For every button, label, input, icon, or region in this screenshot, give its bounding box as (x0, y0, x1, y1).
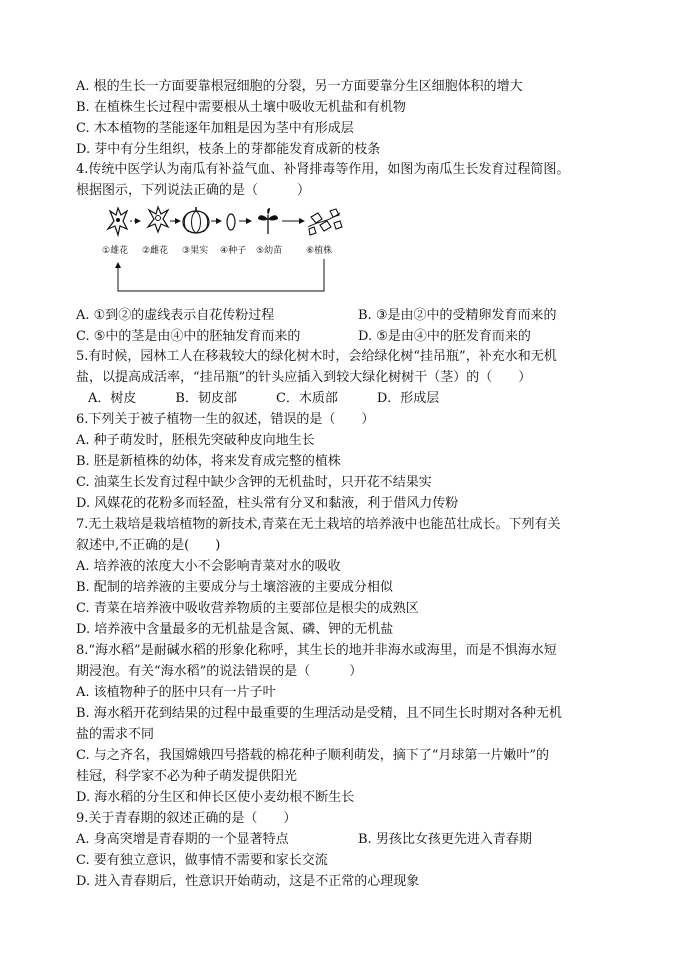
q8-stem-line2: 期浸泡。有关“海水稻”的说法错误的是（ ） (76, 664, 363, 679)
seedling-icon (258, 208, 278, 234)
q8-option-d: D. 海水稻的分生区和伸长区使小麦幼根不断生长 (76, 790, 355, 805)
label-seedling: ⑤幼苗 (256, 246, 283, 256)
q7-option-a: A. 培养液的浓度大小不会影响青菜对水的吸收 (76, 559, 341, 574)
q7-option-b: B. 配制的培养液的主要成分与土壤溶液的主要成分相似 (76, 580, 393, 595)
female-flower-icon (148, 207, 168, 232)
q9-stem: 9.关于青春期的叙述正确的是（ ） (76, 811, 297, 826)
label-fruit: ③果实 (182, 246, 209, 256)
q9-option-b: B. 男孩比女孩更先进入青春期 (358, 832, 532, 847)
mature-plant-icon (308, 209, 342, 235)
q7-option-c: C. 青菜在培养液中吸收营养物质的主要部位是根尖的成熟区 (76, 601, 419, 616)
q3-option-a: A. 根的生长一方面要靠根冠细胞的分裂，另一方面要靠分生区细胞体积的增大 (76, 79, 523, 94)
q7-stem-line2: 叙述中,不正确的是( ) (76, 538, 221, 553)
q3-option-c: C. 木本植物的茎能逐年加粗是因为茎中有形成层 (76, 121, 354, 136)
q9-option-d: D. 进入青春期后，性意识开始萌动，这是不正常的心理现象 (76, 874, 420, 889)
q4-option-c: C. ⑤中的茎是由④中的胚轴发育而来的 (76, 329, 301, 344)
q8-option-a: A. 该植物种子的胚中只有一片子叶 (76, 685, 276, 700)
label-male-flower: ①雄花 (102, 246, 129, 256)
male-flower-icon (108, 208, 127, 235)
q7-stem-line1: 7.无土栽培是栽培植物的新技术,青菜在无土栽培的培养液中也能茁壮成长。下列有关 (76, 517, 561, 532)
q6-option-b: B. 胚是新植株的幼体，将来发育成完整的植株 (76, 454, 341, 469)
pumpkin-fruit-icon (183, 207, 209, 233)
q6-option-a: A. 种子萌发时，胚根先突破种皮向地生长 (76, 433, 315, 448)
q8-stem-line1: 8.“海水稻”是耐碱水稻的形象化称呼，其生长的地并非海水或海里，而是不惧海水短 (76, 643, 557, 658)
q6-stem: 6.下列关于被子植物一生的叙述，错误的是（ ） (76, 412, 375, 427)
q4-stem-line1: 4.传统中医学认为南瓜有补益气血、补肾排毒等作用，如图为南瓜生长发育过程简图。 (76, 162, 570, 177)
label-plant: ⑥植株 (306, 246, 333, 256)
seed-icon (227, 214, 235, 230)
q9-option-c: C. 要有独立意识，做事情不需要和家长交流 (76, 853, 328, 868)
q8-option-b-line2: 盐的需求不同 (76, 727, 155, 742)
q5-options: A．树皮 B．韧皮部 C．木质部 D．形成层 (88, 391, 440, 406)
q7-option-d: D. 培养液中含量最多的无机盐是含氮、磷、钾的无机盐 (76, 622, 394, 637)
q3-option-d: D. 芽中有分生组织，枝条上的芽都能发育成新的枝条 (76, 142, 381, 157)
q4-option-b: B. ③是由②中的受精卵发育而来的 (358, 308, 557, 323)
q4-option-a: A. ①到②的虚线表示自花传粉过程 (76, 308, 275, 323)
label-female-flower: ②雌花 (142, 246, 169, 256)
q8-option-c-line2: 桂冠，科学家不必为种子萌发提供阳光 (76, 769, 298, 784)
q8-option-c-line1: C. 与之齐名，我国嫦娥四号搭载的棉花种子顺利萌发，摘下了“月球第一片嫩叶”的 (76, 748, 550, 763)
q4-option-d: D. ⑤是由④中的胚发育而来的 (358, 329, 531, 344)
q9-option-a: A. 身高突增是青春期的一个显著特点 (76, 832, 289, 847)
q5-stem-line1: 5.有时候，园林工人在移栽较大的绿化树木时，会给绿化树“挂吊瓶”，补充水和无机 (76, 349, 557, 364)
q5-stem-line2: 盐，以提高成活率，“挂吊瓶”的针头应插入到较大绿化树树干（茎）的（ ） (76, 370, 532, 385)
q3-option-b: B. 在植株生长过程中需要根从土壤中吸收无机盐和有机物 (76, 100, 406, 115)
pumpkin-lifecycle-diagram (96, 205, 366, 297)
q4-stem-line2: 根据图示，下列说法正确的是（ ） (76, 183, 311, 198)
lifecycle-svg (96, 205, 366, 297)
q6-option-d: D. 风媒花的花粉多而轻盈，柱头常有分叉和黏液，利于借风力传粉 (76, 496, 459, 511)
q8-option-b-line1: B. 海水稻开花到结果的过程中最重要的生理活动是受精，且不同生长时期对各种无机 (76, 706, 562, 721)
return-loop-arrow (118, 259, 324, 291)
q6-option-c: C. 油菜生长发育过程中缺少含钾的无机盐时，只开花不结果实 (76, 475, 432, 490)
label-seed: ④种子 (220, 246, 247, 256)
